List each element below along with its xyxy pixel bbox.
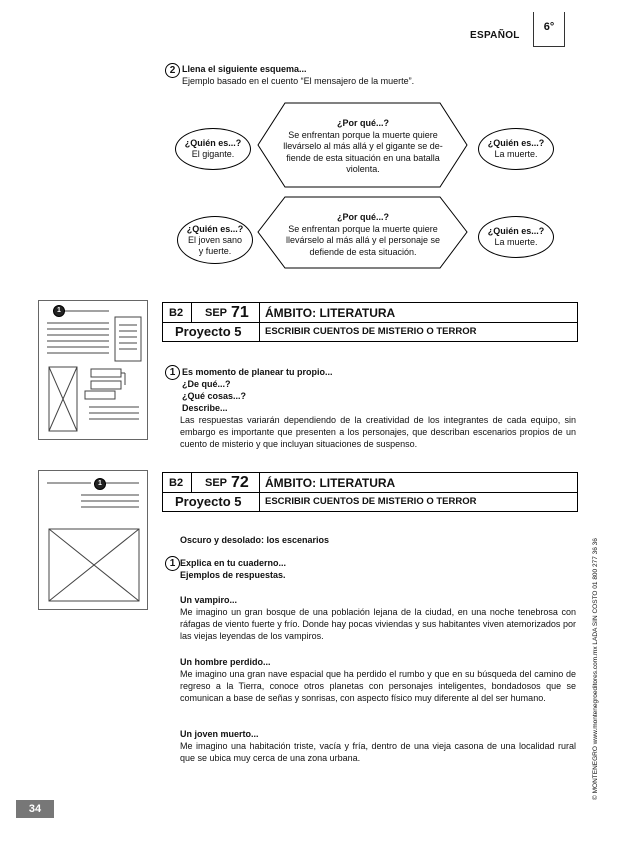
- right-question: ¿Quién es...?: [487, 138, 545, 148]
- example-title: Un vampiro...: [180, 595, 238, 605]
- left-answer: El gigante.: [191, 149, 235, 159]
- center-line: defiende de esta situación.: [309, 246, 417, 257]
- activity-bar-72: [162, 472, 578, 512]
- center-text-row2: [268, 212, 458, 258]
- thumbnail-marker: 1: [94, 478, 106, 490]
- right-answer: La muerte.: [494, 149, 538, 159]
- sep-label: SEP: [205, 476, 228, 489]
- tema-label: ESCRIBIR CUENTOS DE MISTERIO O TERROR: [265, 326, 477, 337]
- thumbnail-sketch: [39, 471, 147, 609]
- center-line: Se enfrentan porque la muerte quiere: [288, 129, 438, 140]
- right-question: ¿Quién es...?: [487, 226, 545, 236]
- example-title: Un hombre perdido...: [180, 657, 271, 667]
- center-line: Se enfrentan porque la muerte quiere: [288, 223, 438, 234]
- tema-label: ESCRIBIR CUENTOS DE MISTERIO O TERROR: [265, 496, 477, 507]
- subject-header: ESPAÑOL: [470, 30, 520, 41]
- sep-page-number: 71: [231, 303, 249, 321]
- item-subtitle: Ejemplos de respuestas.: [180, 570, 286, 580]
- oval-left-row1: [175, 128, 251, 170]
- section-title: Llena el siguiente esquema...: [182, 64, 307, 74]
- example-text: Me imagino una habitación triste, vacía y fría, dentro de una vieja casona de una localidad rural que se ubica muy cerca de una zona urbana.: [180, 741, 576, 763]
- example-text: Me imagino una gran nave espacial que ha perdido el rumbo y que en su búsqueda del camino de regreso a la Tierra, conoce otros planetas con personajes inteligentes, bondadosos que se comunican a base de señas y sonrisas, con aspecto físico muy diferente al del ser humano.: [180, 669, 576, 703]
- publisher-side-text: © MONTENEGRO www.montenegroeditores.com.mx LADA SIN COSTO 01 800 277 36 36: [592, 538, 599, 800]
- grade-tab: 6°: [533, 12, 565, 47]
- item-title: Explica en tu cuaderno...: [180, 558, 287, 568]
- ambito-label: ÁMBITO: LITERATURA: [265, 475, 396, 490]
- block-heading: Oscuro y desolado: los escenarios: [180, 535, 330, 545]
- center-text-row1: [268, 118, 458, 176]
- sep-label: SEP: [205, 306, 228, 319]
- right-answer: La muerte.: [494, 237, 538, 247]
- block-code: B2: [169, 476, 184, 489]
- left-question: ¿Quién es...?: [184, 138, 242, 148]
- example-title: Un joven muerto...: [180, 729, 259, 739]
- center-line: llevárselo al más allá y el gigante se de-: [283, 141, 443, 151]
- left-answer: y fuerte.: [198, 245, 232, 256]
- center-line: fiende de esta situación en una batalla: [286, 152, 440, 163]
- left-answer: El joven sano: [187, 234, 243, 245]
- page-thumbnail-71: [38, 300, 148, 440]
- thumbnail-marker: 1: [53, 305, 65, 317]
- page-number: 34: [16, 800, 54, 818]
- oval-right-row2: [478, 216, 554, 258]
- center-question: ¿Por qué...?: [336, 118, 389, 128]
- item-number-1: 1: [165, 365, 180, 380]
- item-number-1: 1: [165, 556, 180, 571]
- ambito-label: ÁMBITO: LITERATURA: [265, 305, 396, 320]
- item-line: Describe...: [182, 403, 228, 413]
- section-number-2: 2: [165, 63, 180, 78]
- oval-left-row2: [177, 216, 253, 264]
- sep-page-number: 72: [231, 473, 249, 491]
- item-line: Es momento de planear tu propio...: [182, 367, 333, 377]
- item-line: ¿Qué cosas...?: [182, 391, 247, 401]
- oval-right-row1: [478, 128, 554, 170]
- center-line: llevárselo al más allá y el personaje se: [285, 235, 441, 245]
- left-question: ¿Quién es...?: [186, 223, 244, 234]
- center-question: ¿Por qué...?: [336, 212, 389, 222]
- proyecto-label: Proyecto 5: [175, 494, 242, 509]
- block-code: B2: [169, 306, 184, 319]
- answer-paragraph: Las respuestas variarán dependiendo de la creatividad de los integrantes de cada equipo, sin embargo es importante que presenten a los personajes, que describan escenarios propios de un cuento de misterio y que incluyan situaciones de suspenso.: [180, 415, 576, 449]
- center-line: violenta.: [346, 164, 380, 174]
- page-thumbnail-72: [38, 470, 148, 610]
- item-line: ¿De qué...?: [182, 379, 231, 389]
- activity-bar-71: [162, 302, 578, 342]
- section-subtitle: Ejemplo basado en el cuento “El mensajero de la muerte”.: [182, 76, 415, 86]
- thumbnail-sketch: [39, 301, 147, 439]
- proyecto-label: Proyecto 5: [175, 324, 242, 339]
- example-text: Me imagino un gran bosque de una población lejana de la ciudad, en una noche tenebrosa con ráfagas de viento fuerte y frío. Donde hay pocas viviendas y sus habitantes viven atemorizados por las viejas leyendas de los vampiros.: [180, 607, 576, 641]
